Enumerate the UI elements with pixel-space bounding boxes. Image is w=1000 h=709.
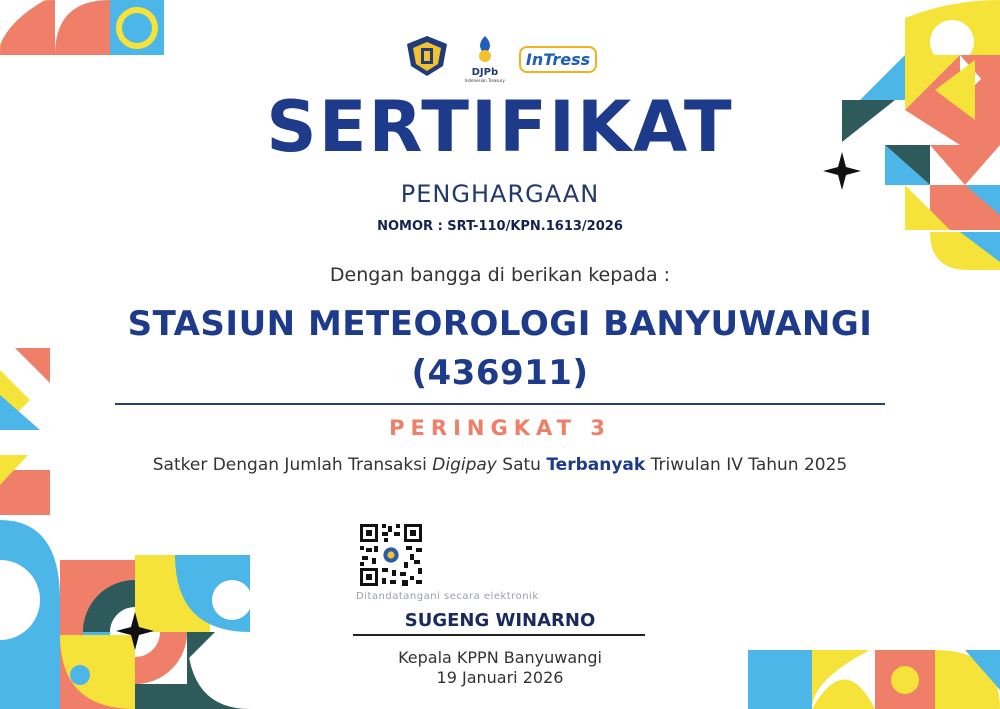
- djpb-sub-label: Indonesian Treasury: [464, 78, 505, 83]
- certificate-date: 19 Januari 2026: [436, 668, 564, 687]
- recipient-line-1: STASIUN METEOROLOGI BANYUWANGI: [127, 304, 873, 344]
- description-italic: Digipay: [432, 455, 497, 475]
- intress-logo: [519, 46, 597, 73]
- signer-role: Kepala KPPN Banyuwangi: [398, 648, 602, 667]
- djpb-logo: [465, 34, 505, 83]
- description-bold: Terbanyak: [546, 455, 646, 475]
- certificate-subtitle: PENGHARGAAN: [400, 180, 600, 208]
- recipient-name: [0, 300, 1000, 399]
- signer-name: SUGENG WINARNO: [404, 610, 596, 631]
- given-to-text: Dengan bangga di berikan kepada :: [329, 264, 671, 286]
- rank-label: PERINGKAT 3: [389, 416, 611, 440]
- description-part-3: Triwulan IV Tahun 2025: [645, 455, 848, 475]
- recipient-line-2: (436911): [411, 353, 589, 394]
- logo-row: [0, 34, 1000, 83]
- qr-code: [358, 522, 424, 588]
- intress-label: InTress: [519, 46, 597, 73]
- signed-electronically-note: Ditandatangani secara elektronik: [356, 591, 539, 602]
- certificate-number: NOMOR : SRT-110/KPN.1613/2026: [377, 219, 623, 234]
- description-part-1: Satker Dengan Jumlah Transaksi: [152, 455, 433, 475]
- ministry-logo: [403, 34, 451, 78]
- description-part-2: Satu: [496, 455, 547, 475]
- divider-line: [115, 403, 885, 405]
- djpb-label: DJPb: [471, 67, 499, 78]
- certificate-title: SERTIFIKAT: [266, 86, 734, 168]
- signature-line: [353, 634, 645, 636]
- award-description: [130, 454, 870, 476]
